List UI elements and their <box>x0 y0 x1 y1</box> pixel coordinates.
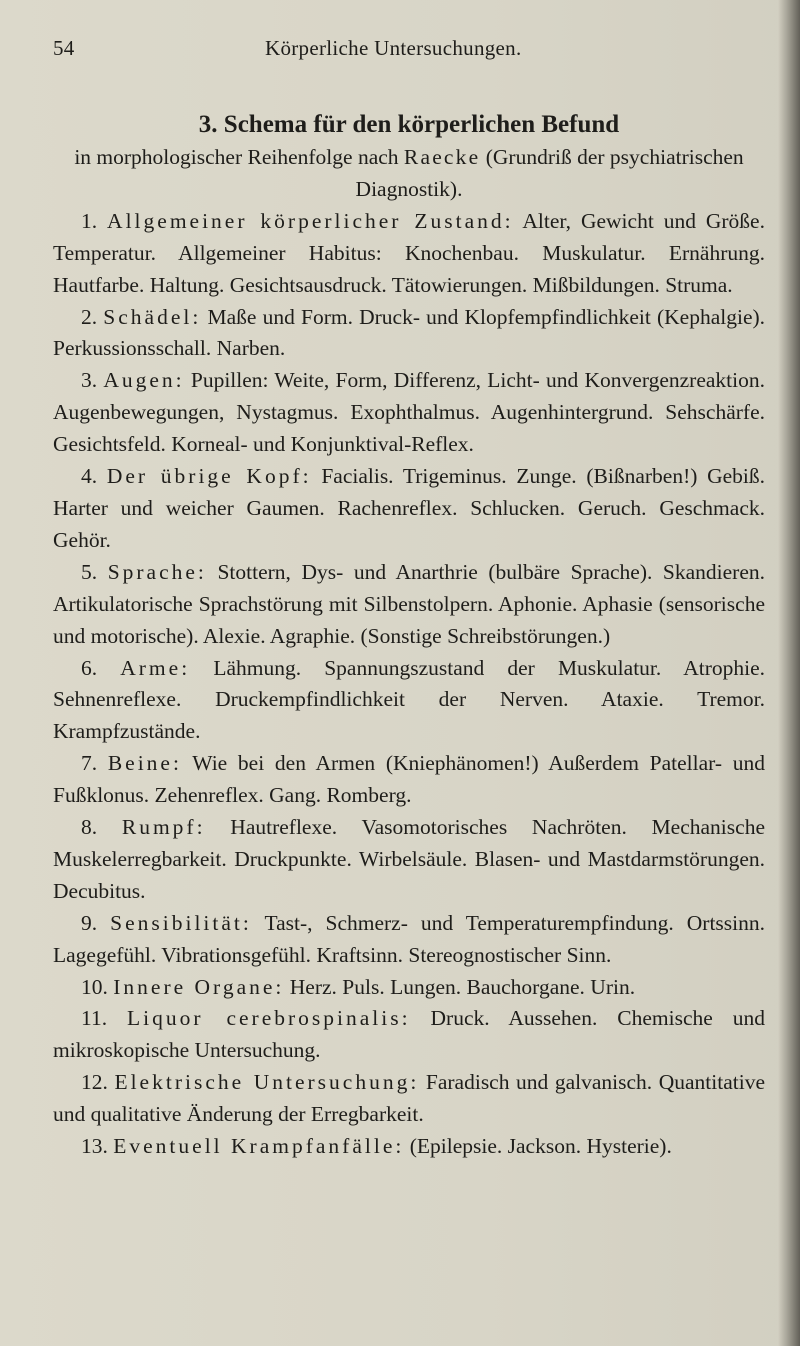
item-label: Sensibilität: <box>110 910 252 935</box>
item-number: 10. <box>81 974 108 999</box>
page-edge-shadow <box>778 0 800 1346</box>
item-label: Elektrische Untersuchung: <box>114 1070 420 1095</box>
item-number: 11. <box>81 1006 108 1031</box>
schema-item-6 <box>53 653 765 749</box>
item-label: Eventuell Krampfanfälle: <box>113 1134 405 1159</box>
running-head <box>53 36 773 66</box>
schema-item-8 <box>53 812 765 908</box>
item-text: Tast-, Schmerz- und Temperaturempfindung. Ortssinn. Lagegefühl. Vibrationsgefühl. Kraftsinn. Stereognostischer Sinn. <box>53 910 765 967</box>
running-head-title: Körperliche Untersuchungen. <box>265 36 522 60</box>
item-number: 7. <box>81 751 98 776</box>
page-number: 54 <box>53 36 75 60</box>
schema-item-9 <box>53 908 765 972</box>
item-number: 4. <box>81 464 98 489</box>
subheading-author: Raecke <box>403 145 481 169</box>
item-text: Hautreflexe. Vasomotorisches Nachröten. Mechanische Muskelerregbarkeit. Druckpunkte. Wirbelsäule. Blasen- und Mastdarmstörungen. Decubitus. <box>53 815 765 903</box>
schema-item-10 <box>53 972 765 1004</box>
schema-item-5 <box>53 557 765 653</box>
schema-item-11 <box>53 1003 765 1067</box>
schema-item-12 <box>53 1067 765 1131</box>
item-text: Lähmung. Spannungszustand der Muskulatur. Atrophie. Sehnenreflexe. Druckempfindlichkeit der Nerven. Ataxie. Tremor. Krampfzustände. <box>53 655 765 744</box>
item-number: 6. <box>81 655 98 680</box>
item-number: 8. <box>81 815 98 840</box>
schema-item-4 <box>53 461 765 557</box>
item-text: Alter, Gewicht und Größe. Temperatur. Allgemeiner Habitus: Knochenbau. Muskulatur. Ernährung. Hautfarbe. Haltung. Gesichtsausdruck. Tätowierungen. Mißbildungen. Struma. <box>53 208 765 297</box>
item-label: Allgemeiner körperlicher Zustand: <box>107 208 514 233</box>
schema-item-1 <box>53 206 765 302</box>
item-label: Arme: <box>120 655 191 680</box>
item-label: Schädel: <box>103 304 202 329</box>
item-number: 1. <box>81 208 98 233</box>
item-text: Maße und Form. Druck- und Klopfempfindlichkeit (Kephalgie). Perkussionsschall. Narben. <box>53 304 766 361</box>
item-label: Augen: <box>103 368 185 393</box>
item-text: (Epilepsie. Jackson. Hysterie). <box>409 1134 672 1159</box>
item-number: 3. <box>81 368 98 393</box>
item-text: Wie bei den Armen (Kniephänomen!) Außerdem Patellar- und Fußklonus. Zehenreflex. Gang. Romberg. <box>53 751 765 808</box>
item-label: Innere Organe: <box>113 974 285 999</box>
page-content <box>53 108 765 1163</box>
item-label: Sprache: <box>107 559 207 584</box>
schema-item-2 <box>53 302 765 366</box>
subheading-lead: in morphologischer Reihenfolge nach <box>74 145 399 169</box>
item-text: Druck. Aussehen. Chemische und mikroskopische Untersuchung. <box>53 1006 766 1063</box>
item-number: 9. <box>81 910 98 935</box>
schema-item-7 <box>53 748 765 812</box>
item-text: Pupillen: Weite, Form, Differenz, Licht- und Konvergenzreaktion. Augenbewegungen, Nystagmus. Exophthalmus. Augenhintergrund. Sehschärfe. Gesichtsfeld. Korneal- und Konjunktival-Reflex. <box>53 368 765 457</box>
subheading-trail: (Grundriß der psychiatrischen Diagnostik). <box>355 145 744 201</box>
item-text: Faradisch und galvanisch. Quantitative und qualitative Änderung der Erregbarkeit. <box>53 1070 766 1127</box>
item-number: 2. <box>81 304 98 329</box>
section-heading: 3. Schema für den körperlichen Befund <box>198 111 620 138</box>
section-subheading <box>53 142 765 206</box>
item-label: Beine: <box>107 751 182 776</box>
item-number: 13. <box>81 1134 108 1159</box>
item-number: 12. <box>81 1070 108 1095</box>
item-number: 5. <box>81 559 98 584</box>
item-label: Der übrige Kopf: <box>106 464 312 489</box>
item-label: Rumpf: <box>121 815 206 840</box>
item-text: Stottern, Dys- und Anarthrie (bulbäre Sprache). Skandieren. Artikulatorische Sprachstörung mit Silbenstolpern. Aphonie. Aphasie (sensorische und motorische). Alexie. Agraphie. (Sonstige Schreibstörungen.) <box>53 559 766 648</box>
item-text: Facialis. Trigeminus. Zunge. (Bißnarben!) Gebiß. Harter und weicher Gaumen. Rachenreflex. Schlucken. Geruch. Geschmack. Gehör. <box>53 464 766 552</box>
schema-item-13 <box>53 1131 765 1163</box>
item-text: Herz. Puls. Lungen. Bauchorgane. Urin. <box>289 974 636 999</box>
item-label: Liquor cerebrospinalis: <box>127 1006 411 1031</box>
schema-item-3 <box>53 365 765 461</box>
